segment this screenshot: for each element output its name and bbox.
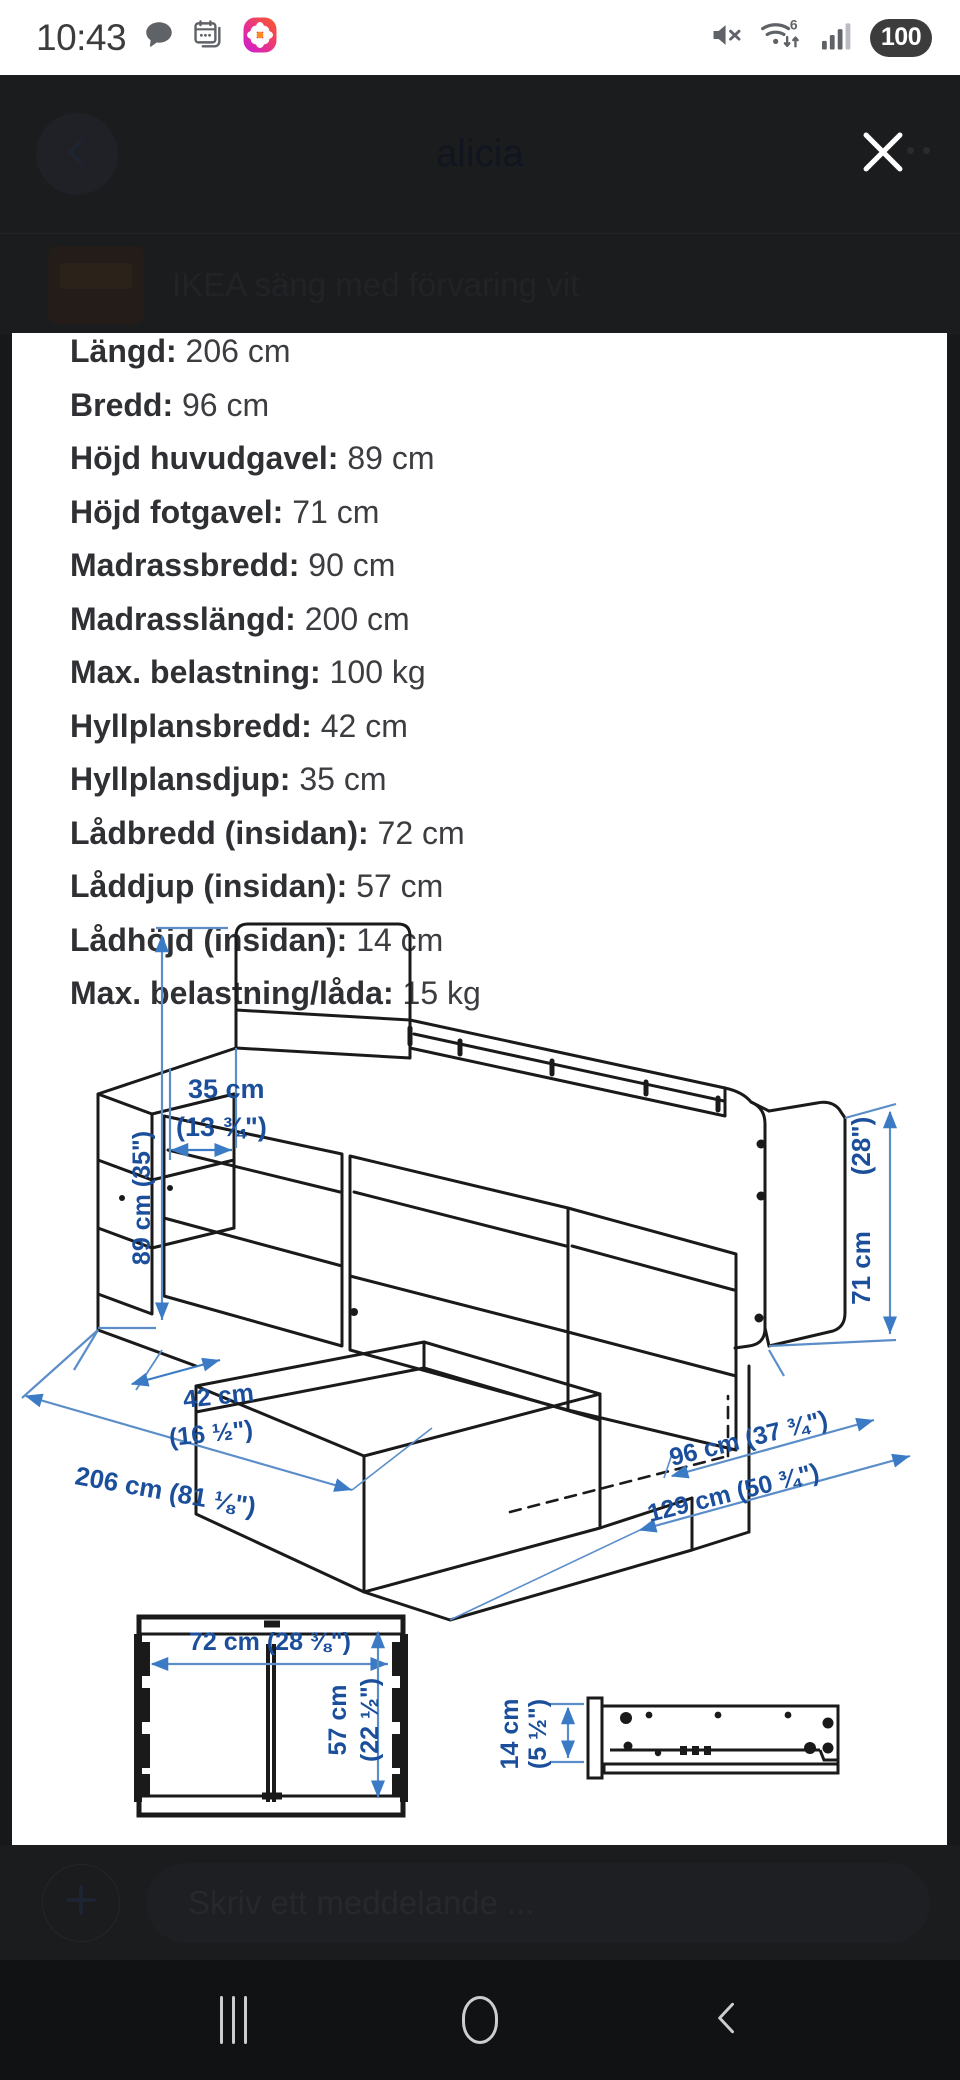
dim-shelf-width-1: 42 cm <box>181 1378 256 1414</box>
mute-icon <box>708 18 746 57</box>
status-bar <box>0 0 960 75</box>
spec-key: Lådhöjd (insidan): <box>70 921 348 958</box>
recents-button[interactable] <box>173 1960 293 2080</box>
message-input[interactable] <box>146 1863 930 1943</box>
spec-value: 89 cm <box>347 440 435 476</box>
dim-bed-depth-open: 129 cm (50 ¾") <box>644 1458 823 1528</box>
back-button[interactable] <box>36 113 118 195</box>
dim-headboard-height: 89 cm (35") <box>128 1130 156 1266</box>
spec-row <box>70 333 910 379</box>
technical-drawing <box>12 898 947 1828</box>
spec-key: Lådbredd (insidan): <box>70 814 369 851</box>
message-composer <box>0 1845 960 1960</box>
dim-drawer-depth-2: (22 ½") <box>356 1677 384 1763</box>
wifi-6-icon <box>760 17 806 58</box>
spec-row <box>70 379 910 433</box>
calendar-notes-icon <box>192 18 226 57</box>
spec-row <box>70 700 910 754</box>
spec-row <box>70 646 910 700</box>
spec-value: 42 cm <box>320 707 408 744</box>
spec-value: 14 cm <box>356 921 444 958</box>
spec-row <box>70 486 910 540</box>
spec-key: Hyllplansbredd: <box>70 707 312 744</box>
plus-icon <box>60 1879 102 1926</box>
spec-key: Låddjup (insidan): <box>70 868 348 904</box>
spec-value: 35 cm <box>299 761 387 797</box>
attachment-thumbnail <box>48 246 144 324</box>
spec-value: 206 cm <box>185 333 291 369</box>
spec-value: 100 kg <box>329 654 426 690</box>
back-chevron-icon <box>705 1996 749 2045</box>
close-button[interactable] <box>842 113 924 195</box>
spec-key: Hyllplansdjup: <box>70 761 291 797</box>
dim-footboard-height-1: 71 cm <box>846 1231 876 1305</box>
dim-drawer-height-2: (5 ½") <box>524 1698 552 1770</box>
recents-icon <box>220 1996 247 2044</box>
spec-value: 90 cm <box>308 547 396 583</box>
add-attachment-button[interactable] <box>42 1864 120 1942</box>
product-detail-card <box>12 333 947 1845</box>
attachment-title: IKEA säng med förvaring vit <box>172 265 580 303</box>
spec-key: Längd: <box>70 333 177 369</box>
back-button-nav[interactable] <box>667 1960 787 2080</box>
chevron-left-icon <box>58 133 96 176</box>
spec-key: Bredd: <box>70 386 174 423</box>
home-button[interactable] <box>420 1960 540 2080</box>
spec-key: Madrassbredd: <box>70 547 300 583</box>
spec-key: Höjd fotgavel: <box>70 493 284 530</box>
app-header <box>0 75 960 233</box>
dim-shelf-width-2: (16 ½") <box>167 1415 255 1452</box>
spec-value: 71 cm <box>292 493 380 530</box>
spec-value: 72 cm <box>377 814 465 851</box>
spec-key: Madrasslängd: <box>70 600 296 637</box>
android-nav-bar <box>0 1960 960 2080</box>
overflow-dots-icon <box>907 147 930 154</box>
spec-row <box>70 807 910 861</box>
message-input-placeholder: Skriv ett meddelande ... <box>188 1883 535 1921</box>
status-bar-right <box>708 17 932 58</box>
spec-value: 200 cm <box>304 600 410 637</box>
page-title: alicia <box>436 132 524 175</box>
dim-shelf-depth-2: (13 ¾") <box>176 1112 267 1142</box>
spec-row <box>70 753 910 807</box>
spec-value: 96 cm <box>182 386 270 423</box>
signal-bars-icon <box>820 19 856 56</box>
spec-row <box>70 539 910 593</box>
status-bar-left <box>36 17 278 58</box>
svg-text:6: 6 <box>789 17 798 33</box>
spec-row <box>70 432 910 486</box>
spec-value: 15 kg <box>402 975 481 1011</box>
dim-bed-width: 96 cm (37 ¾") <box>666 1405 831 1472</box>
battery-icon: 100 <box>870 19 932 57</box>
chat-bubble-icon <box>142 18 176 57</box>
dim-shelf-depth-1: 35 cm <box>188 1074 265 1104</box>
attachment-row[interactable] <box>0 233 960 335</box>
dim-drawer-height-1: 14 cm <box>496 1698 524 1770</box>
spec-key: Höjd huvudgavel: <box>70 440 339 476</box>
flower-app-icon <box>242 17 278 58</box>
dim-bed-length: 206 cm (81 ⅛") <box>72 1460 259 1522</box>
spec-key: Max. belastning: <box>70 654 321 690</box>
close-icon <box>854 123 912 186</box>
spec-key: Max. belastning/låda: <box>70 975 394 1011</box>
dim-drawer-depth-1: 57 cm <box>324 1684 352 1756</box>
spec-row <box>70 593 910 647</box>
dim-drawer-width: 72 cm (28 ⅜") <box>189 1628 351 1656</box>
dim-footboard-height-2: (28") <box>846 1116 876 1176</box>
home-icon <box>462 1996 498 2044</box>
spec-value: 57 cm <box>356 868 444 904</box>
status-clock: 10:43 <box>36 17 127 58</box>
